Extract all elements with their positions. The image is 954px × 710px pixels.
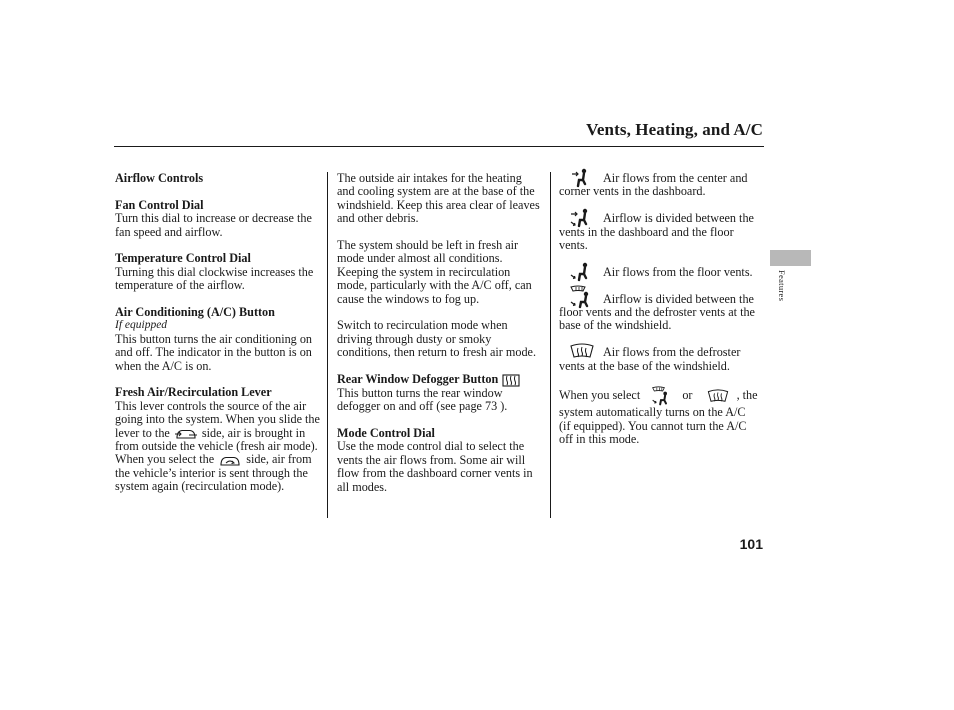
header-rule [114, 146, 764, 147]
fresh-text-part-2: side, air is brought in from outside the vehicle (fresh air mode). When you select the [115, 425, 318, 467]
mode-defrost-text: Air flows from the defroster vents at the base of the windshield. [559, 345, 741, 373]
vent-face-icon [569, 168, 593, 188]
auto-ac-text-comma: , [736, 388, 740, 403]
mode-floor [559, 266, 759, 279]
fan-control-heading: Fan Control Dial [115, 197, 204, 212]
rear-defogger-heading [337, 373, 542, 387]
air-intake-text: The outside air intakes for the heating and cooling system are at the base of the windshield. Keep this area clear of leaves and other debris. [337, 171, 540, 226]
fresh-air-icon [174, 428, 198, 440]
mode-floor-defrost [559, 293, 759, 333]
fan-control-text: Turn this dial to increase or decrease the fan speed and airflow. [115, 211, 312, 239]
section-tab [770, 250, 811, 266]
column-2 [337, 172, 542, 494]
vent-floor-defrost-icon-inline [649, 386, 673, 406]
rear-defogger-icon [502, 374, 520, 387]
fresh-air-lever-heading: Fresh Air/Recirculation Lever [115, 385, 272, 400]
column-divider [327, 172, 328, 518]
mode-floor-text: Air flows from the floor vents. [603, 264, 753, 279]
airflow-controls-heading: Airflow Controls [115, 171, 204, 185]
rear-defogger-heading-label: Rear Window Defogger Button [337, 372, 499, 387]
vent-floor-defrost-icon [569, 285, 593, 305]
auto-ac-text-or: or [682, 388, 693, 403]
mode-control-heading: Mode Control Dial [337, 425, 435, 440]
mode-defrost [559, 346, 759, 373]
mode-face-text: Air flows from the center and corner vents in the dashboard. [559, 171, 748, 199]
auto-ac-text-part-2: the system automatically turns on the A/C (if equipped). You cannot turn the A/C off in this mode. [559, 388, 758, 447]
rear-defogger-text: This button turns the rear window defogger on and off (see page 73 ). [337, 385, 508, 414]
fresh-text-part-1: This lever controls the source of the air going into the system. When you slide the lever to the [115, 398, 320, 440]
vent-floor-icon [569, 262, 593, 282]
fresh-text-part-3: side, air from the vehicle’s interior is sent through the system again (recirculation mode). [115, 452, 312, 494]
ac-button-heading: Air Conditioning (A/C) Button [115, 305, 275, 320]
column-1 [115, 172, 320, 494]
vent-bilevel-icon [569, 208, 593, 228]
mode-bilevel-text: Airflow is divided between the vents in the dashboard and the floor vents. [559, 211, 754, 253]
page-number: 101 [739, 536, 763, 552]
fresh-mode-text: The system should be left in fresh air mode under almost all conditions. Keeping the system in recirculation mode, particularly with the A/C off, can cause the windows to fog up. [337, 238, 532, 306]
mode-face [559, 172, 759, 199]
temperature-control-text: Turning this dial clockwise increases the temperature of the airflow. [115, 264, 314, 293]
defrost-icon-inline [706, 389, 730, 403]
section-label: Features [777, 270, 787, 302]
recirculation-icon [218, 455, 242, 467]
temperature-control-heading: Temperature Control Dial [115, 251, 251, 266]
auto-ac-text-part-1: When you select [559, 388, 641, 403]
ac-equipped-note: If equipped [115, 319, 168, 332]
column-3 [559, 172, 759, 447]
mode-floor-defrost-text: Airflow is divided between the floor vents and the defroster vents at the base of the windshield. [559, 291, 755, 333]
fresh-air-lever-text [115, 400, 320, 494]
mode-control-text: Use the mode control dial to select the vents the air flows from. Some air will flow from the dashboard corner vents in all modes. [337, 439, 533, 494]
recirculation-text: Switch to recirculation mode when driving through dusty or smoky conditions, then return to fresh air mode. [337, 318, 537, 360]
auto-ac-text [559, 386, 759, 446]
page-title: Vents, Heating, and A/C [586, 120, 763, 139]
column-divider [550, 172, 551, 518]
defrost-icon [569, 343, 593, 363]
ac-button-text: This button turns the air conditioning on and off. The indicator in the button is on when the A/C is on. [115, 331, 313, 373]
mode-bilevel [559, 212, 759, 252]
